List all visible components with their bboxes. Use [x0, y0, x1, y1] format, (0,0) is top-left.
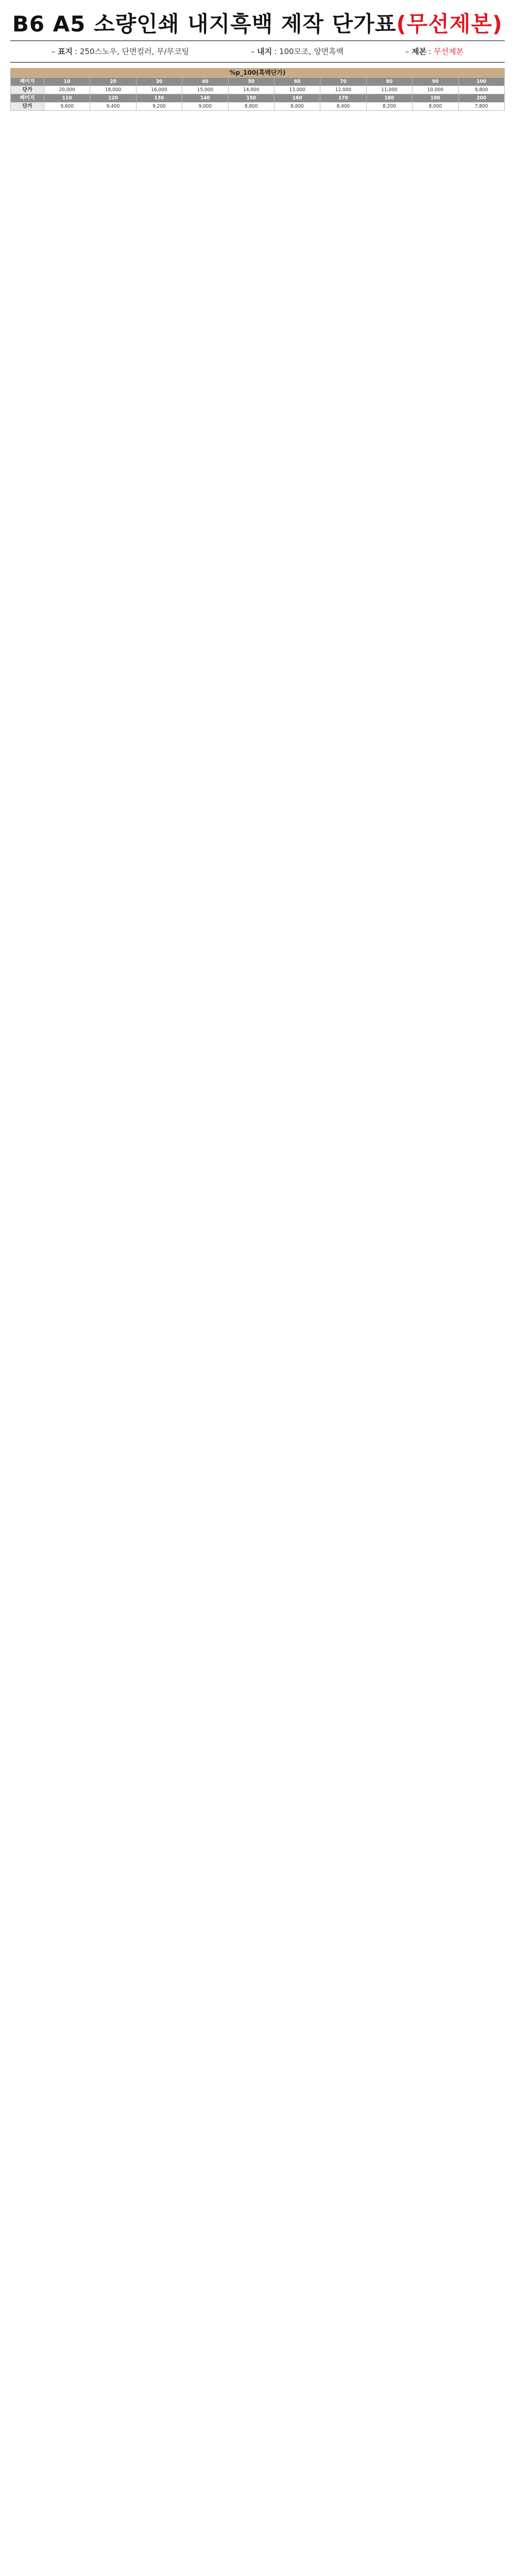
price-cell: 14,000	[228, 86, 274, 94]
qty-cell: 20	[90, 78, 136, 86]
price-cell: 12,000	[320, 86, 366, 94]
qty-cell: 110	[44, 94, 90, 103]
price-cell: 9,600	[44, 103, 90, 111]
spec-info-row	[21, 44, 494, 58]
price-section	[10, 68, 505, 114]
bottom-divider	[10, 62, 505, 63]
price-cell: 9,200	[136, 103, 182, 111]
price-cell: 9,400	[90, 103, 136, 111]
qty-cell: 170	[320, 94, 366, 103]
qty-cell: 80	[366, 78, 412, 86]
price-row	[11, 86, 505, 94]
price-cell: 15,000	[182, 86, 228, 94]
qty-label: 페이지	[11, 78, 44, 86]
qty-cell: 140	[182, 94, 228, 103]
qty-cell: 30	[136, 78, 182, 86]
qty-cell: 90	[413, 78, 458, 86]
price-cell: 8,400	[320, 103, 366, 111]
qty-cell: 190	[413, 94, 458, 103]
price-cell: 7,800	[458, 103, 504, 111]
price-cell: 9,800	[458, 86, 504, 94]
price-row	[11, 103, 505, 111]
title-highlight: (무선제본)	[396, 11, 503, 37]
price-cell: 8,000	[413, 103, 458, 111]
price-cell: 11,000	[366, 86, 412, 94]
qty-cell: 100	[458, 78, 504, 86]
qty-cell: 10	[44, 78, 90, 86]
qty-cell: 150	[228, 94, 274, 103]
price-cell: 9,000	[182, 103, 228, 111]
price-cell: 16,000	[136, 86, 182, 94]
price-table	[10, 77, 505, 111]
page-title	[0, 7, 515, 38]
qty-cell: 130	[136, 94, 182, 103]
qty-cell: 120	[90, 94, 136, 103]
title-main: B6 A5 소량인쇄 내지흑백 제작 단가표	[12, 11, 397, 37]
top-divider	[10, 40, 505, 41]
spec-inner: – 내지 : 100모조, 양면흑백	[250, 46, 344, 56]
qty-label: 페이지	[11, 94, 44, 103]
qty-cell: 60	[274, 78, 320, 86]
qty-cell: 40	[182, 78, 228, 86]
qty-cell: 70	[320, 78, 366, 86]
price-sections	[10, 68, 505, 114]
qty-cell: 200	[458, 94, 504, 103]
qty-cell: 50	[228, 78, 274, 86]
qty-row	[11, 94, 505, 103]
qty-cell: 160	[274, 94, 320, 103]
price-cell: 10,000	[413, 86, 458, 94]
section-header: %p_100(흑백단가)	[10, 68, 505, 77]
price-cell: 8,200	[366, 103, 412, 111]
price-label: 단가	[11, 103, 44, 111]
price-cell: 8,800	[228, 103, 274, 111]
price-cell: 18,000	[90, 86, 136, 94]
price-cell: 8,600	[274, 103, 320, 111]
spec-cover: – 표지 : 250스노우, 단면컬러, 무/무코팅	[51, 46, 190, 56]
qty-row	[11, 78, 505, 86]
price-cell: 20,000	[44, 86, 90, 94]
price-cell: 13,000	[274, 86, 320, 94]
price-label: 단가	[11, 86, 44, 94]
qty-cell: 180	[366, 94, 412, 103]
spec-binding: – 제본 : 무선제본	[405, 46, 464, 56]
